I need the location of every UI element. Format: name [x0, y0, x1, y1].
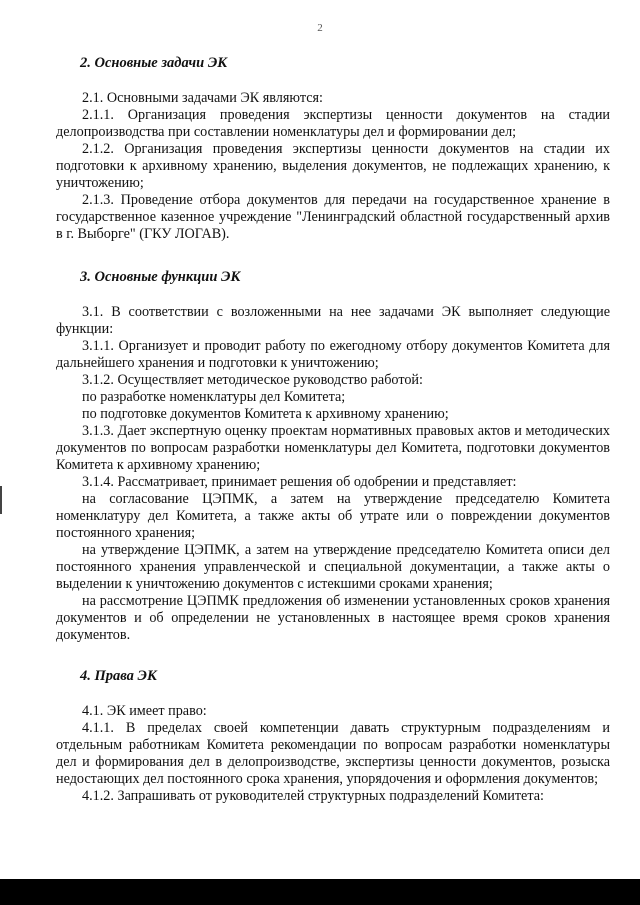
- paragraph-3-1-2-item-1: по разработке номенклатуры дел Комитета;: [82, 389, 346, 405]
- paragraph-3-1-4: 3.1.4. Рассматривает, принимает решения об одобрении и представляет:: [82, 474, 517, 490]
- paragraph-4-1: 4.1. ЭК имеет право:: [82, 703, 207, 719]
- paragraph-2-1: 2.1. Основными задачами ЭК являются:: [82, 90, 323, 106]
- paragraph-3-1-2: 3.1.2. Осуществляет методическое руководство работой:: [82, 372, 423, 388]
- paragraph-3-1: 3.1. В соответствии с возложенными на нее задачами ЭК выполняет следующие функции:: [56, 304, 610, 337]
- section-heading-3: 3. Основные функции ЭК: [80, 269, 241, 285]
- paragraph-3-1-2-item-2: по подготовке документов Комитета к архивному хранению;: [82, 406, 449, 422]
- paragraph-2-1-3: 2.1.3. Проведение отбора документов для передачи на государственное хранение в государственное казенное учреждение "Ленинградский областной государственный архив в г. Выборге" (ГКУ ЛОГАВ).: [56, 192, 610, 242]
- paragraph-4-1-1: 4.1.1. В пределах своей компетенции давать структурным подразделениям и отдельным работникам Комитета рекомендации по вопросам разработки номенклатуры дел и формирования дел в делопроизводстве, экспертизы ценности документов, розыска недостающих дел постоянного срока хранения, упорядочения и оформления документов;: [56, 720, 610, 787]
- section-heading-4: 4. Права ЭК: [80, 668, 157, 684]
- paragraph-2-1-1: 2.1.1. Организация проведения экспертизы ценности документов на стадии делопроизводства при составлении номенклатуры дел и формировании дел;: [56, 107, 610, 140]
- paragraph-4-1-2: 4.1.2. Запрашивать от руководителей структурных подразделений Комитета:: [82, 788, 544, 804]
- section-heading-2: 2. Основные задачи ЭК: [80, 55, 228, 71]
- paragraph-3-1-3: 3.1.3. Дает экспертную оценку проектам нормативных правовых актов и методических документов по вопросам разработки номенклатуры дел Комитета, подготовки документов Комитета к архивному хранению;: [56, 423, 610, 473]
- paragraph-2-1-2: 2.1.2. Организация проведения экспертизы ценности документов на стадии их подготовки к архивному хранению, выделения документов, не подлежащих хранению, к уничтожению;: [56, 141, 610, 191]
- scan-edge-mark: [0, 486, 2, 514]
- paragraph-3-1-1: 3.1.1. Организует и проводит работу по ежегодному отбору документов Комитета для дальнейшего хранения и подготовки к уничтожению;: [56, 338, 610, 371]
- paragraph-3-1-4-item-1: на согласование ЦЭПМК, а затем на утверждение председателю Комитета номенклатуру дел Комитета, а также акты об утрате или о повреждении документов постоянного хранения;: [56, 491, 610, 541]
- paragraph-3-1-4-item-3: на рассмотрение ЦЭПМК предложения об изменении установленных сроков хранения документов и об определении не установленных в настоящее время сроков хранения документов.: [56, 593, 610, 643]
- paragraph-3-1-4-item-2: на утверждение ЦЭПМК, а затем на утверждение председателю Комитета описи дел постоянного хранения управленческой и специальной документации, а также акты о выделении к уничтожению документов с истекшими сроками хранения;: [56, 542, 610, 592]
- scan-bottom-border: [0, 879, 640, 905]
- document-body: [56, 55, 610, 805]
- page-number: 2: [317, 22, 323, 34]
